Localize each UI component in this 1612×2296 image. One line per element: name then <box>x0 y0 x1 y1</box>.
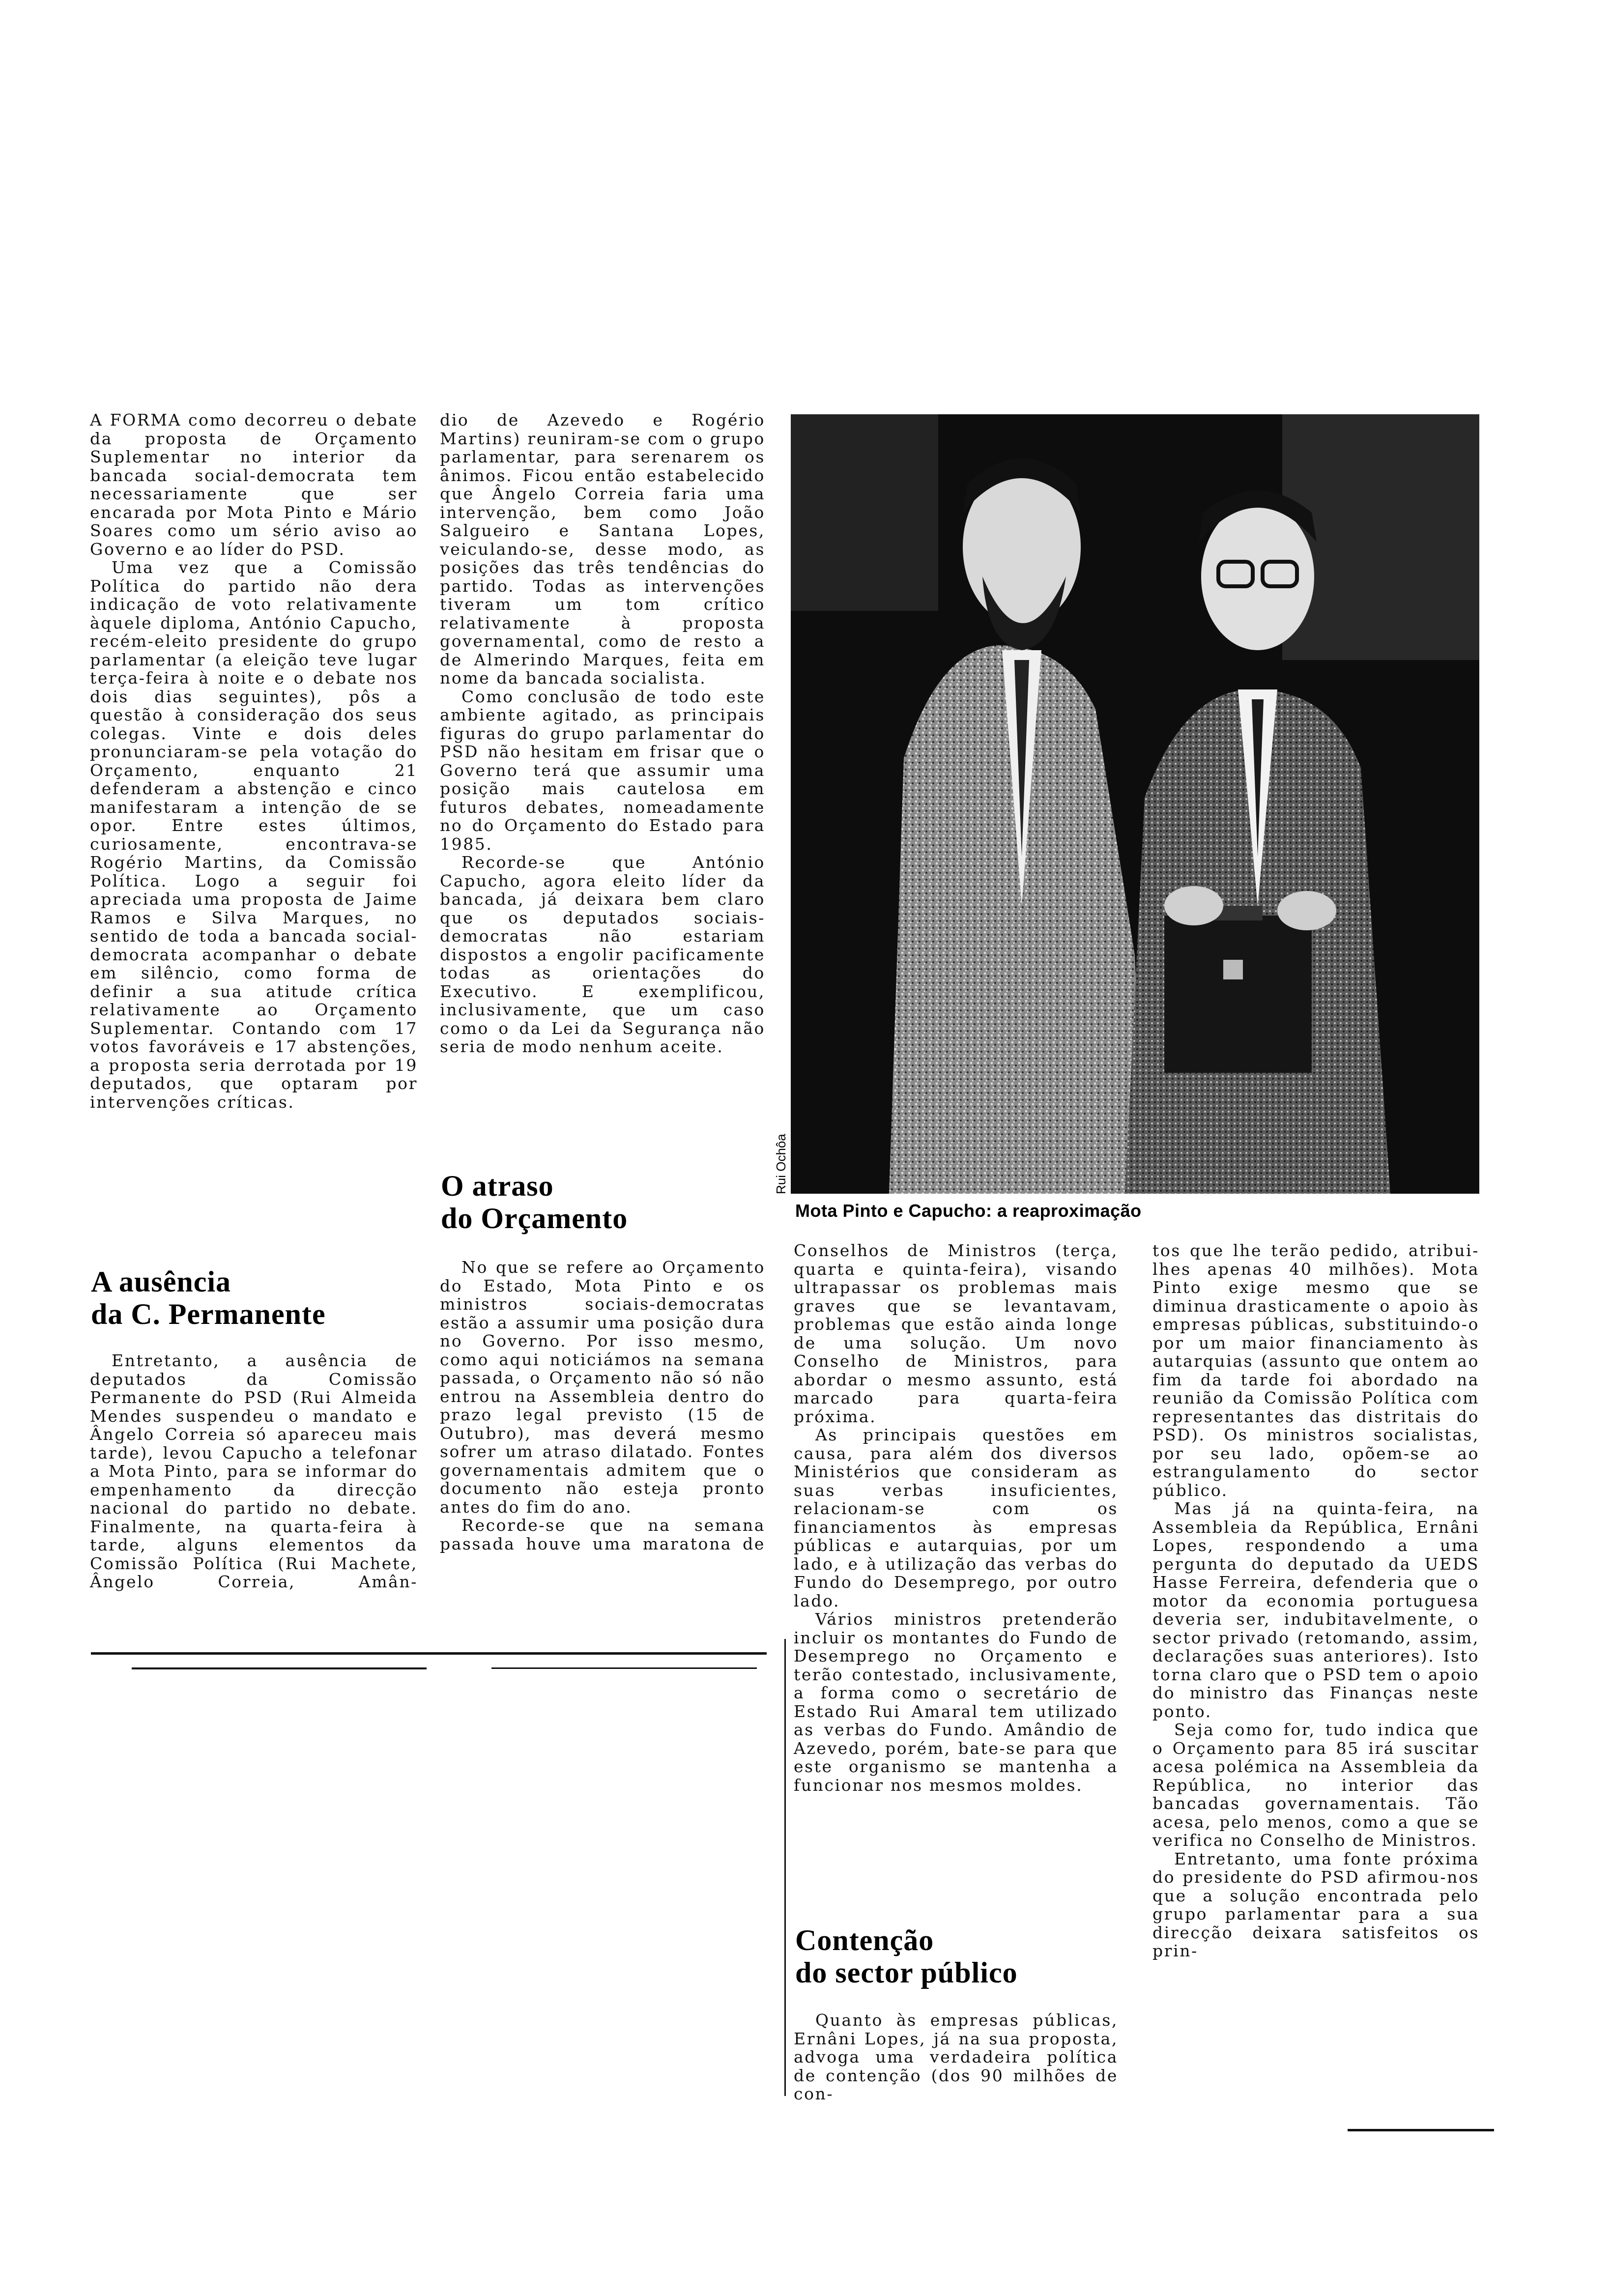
article-paragraph: Entretanto, a ausência de deputados da Comissão Permanente do PSD (Rui Almeida Mendes suspendeu o mandato e Ângelo Correia só apareceu mais tarde), levou Capucho a telefonar a Mota Pinto, para se informar do empenhamento da direcção nacional do partido no debate. Finalmente, na quarta-feira à tarde, alguns elementos da Comissão Política (Rui Machete, Ângelo Correia, Amân- <box>90 1351 418 1591</box>
article-paragraph: Uma vez que a Comissão Política do partido não dera indicação de voto relativamente àquele diploma, António Capucho, recém-eleito presidente do grupo parlamentar (a eleição teve lugar terça-feira à noite e o debate nos dois dias seguintes), pôs a questão à consideração dos seus colegas. Vinte e dois deles pronunciaram-se pela votação do Orçamento, enquanto 21 defenderam a abstenção e cinco manifestaram a intenção de se opor. Entre estes últimos, curiosamente, encontrava-se Rogério Martins, da Comissão Política. Logo a seguir foi apreciada uma proposta de Jaime Ramos e Silva Marques, no sentido de toda a bancada social-democrata acompanhar o debate em silêncio, como forma de definir a sua atitude crítica relativamente ao Orçamento Suplementar. Contando com 17 votos favoráveis e 17 abstenções, a proposta seria derrotada por 19 deputados, que optaram por intervenções críticas. <box>90 558 418 1112</box>
article-lead-paragraph: A FORMA como decorreu o debate da proposta de Orçamento Suplementar no interior da bancada social-democrata tem necessariamente que ser encarada por Mota Pinto e Mário Soares como um sério aviso ao Governo e ao líder do PSD. <box>90 410 418 559</box>
column-divider-rule <box>491 1667 757 1669</box>
column-end-rule <box>1348 2129 1494 2131</box>
news-photo <box>791 414 1479 1194</box>
column-3-text <box>794 1241 1118 1794</box>
article-paragraph: Recorde-se que António Capucho, agora eleito líder da bancada, já deixara bem claro que os deputados sociais-democratas não estariam dispostos a engolir pacificamente todas as orientações do Executivo. E exemplificou, inclusivamente, que um caso como o da Lei da Segurança não seria de modo nenhum aceite. <box>440 853 765 1056</box>
subheading-line: Contenção <box>795 1924 934 1956</box>
article-paragraph: Mas já na quinta-feira, na Assembleia da República, Ernâni Lopes, respondendo a uma pergunta do deputado da UEDS Hasse Ferreira, defenderia que o motor da economia portuguesa deveria ser, indubitavelmente, o sector privado (retomando, assim, declarações suas anteriores). Isto torna claro que o PSD tem o apoio do ministro das Finanças neste ponto. <box>1152 1499 1479 1721</box>
article-paragraph: No que se refere ao Orçamento do Estado, Mota Pinto e os ministros sociais-democratas estão a assumir uma posição dura no Governo. Por isso mesmo, como aqui noticiámos na semana passada, o Orçamento não só não entrou na Assembleia dentro do prazo legal previsto (15 de Outubro), mas deverá mesmo sofrer um atraso dilatado. Fontes governamentais admitem que o documento não esteja pronto antes do fim do ano. <box>440 1258 765 1517</box>
article-paragraph: tos que lhe terão pedido, atribui-lhes apenas 40 milhões). Mota Pinto exige mesmo que se diminua drasticamente o apoio às empresas públicas, substituindo-o por um maior financiamento às autarquias (assunto que ontem ao fim da tarde foi abordado na reunião da Comissão Política com representantes das distritais do PSD). Os ministros socialistas, por seu lado, opõem-se ao estrangulamento do sector público. <box>1152 1241 1479 1500</box>
column-1-text-2 <box>90 1351 418 1591</box>
subheading-line: A ausência <box>91 1265 231 1298</box>
column-divider-rule <box>132 1667 427 1669</box>
article-paragraph: Quanto às empresas públicas, Ernâni Lopes, já na sua proposta, advoga uma verdadeira política de contenção (dos 90 milhões de con- <box>794 2010 1118 2103</box>
article-paragraph: Como conclusão de todo este ambiente agitado, as principais figuras do grupo parlamentar do PSD não hesitam em frisar que o Governo terá que assumir uma posição mais cautelosa em futuros debates, nomeadamente no do Orçamento do Estado para 1985. <box>440 687 765 854</box>
photo-credit: Rui Ochôa <box>774 1134 788 1194</box>
article-paragraph: As principais questões em causa, para além dos diversos Ministérios que consideram as suas verbas insuficientes, relacionam-se com os financiamentos às empresas públicas e autarquias, por um lado, e à utilização das verbas do Fundo do Desemprego, por outro lado. <box>794 1425 1118 1610</box>
vertical-column-rule <box>784 1639 786 2096</box>
article-paragraph: Recorde-se que na semana passada houve uma maratona de <box>440 1516 765 1553</box>
article-paragraph: Conselhos de Ministros (terça, quarta e quinta-feira), visando ultrapassar os problemas mais graves que se levantavam, problemas que estão ainda longe de uma solução. Um novo Conselho de Ministros, para abordar o mesmo assunto, está marcado para quarta-feira próxima. <box>794 1241 1118 1426</box>
photo-two-men-image <box>791 414 1479 1194</box>
column-3-text-2 <box>794 2011 1118 2103</box>
subheading-contencao <box>795 1924 1018 1989</box>
column-divider-rule <box>91 1652 767 1655</box>
subheading-line: da C. Permanente <box>91 1298 326 1330</box>
column-4-text <box>1152 1241 1479 1960</box>
subheading-line: do sector público <box>795 1956 1018 1989</box>
article-paragraph: dio de Azevedo e Rogério Martins) reuniram-se com o grupo parlamentar, para serenarem os ânimos. Ficou então estabelecido que Ângelo Correia faria uma intervenção, bem como João Salgueiro e Santana Lopes, veiculando-se, desse modo, as posições das três tendências do partido. Todas as intervenções tiveram um tom crítico relativamente à proposta governamental, como de resto a de Almerindo Marques, feita em nome da bancada socialista. <box>440 410 765 688</box>
subheading-line: O atraso <box>441 1170 554 1202</box>
column-2-text <box>440 411 765 1056</box>
article-paragraph: Vários ministros pretenderão incluir os montantes do Fundo de Desemprego no Orçamento e terão contestado, inclusivamente, a forma como o secretário de Estado Rui Amaral tem utilizado as verbas do Fundo. Amândio de Azevedo, porém, bate-se para que este organismo se mantenha a funcionar nos mesmos moldes. <box>794 1609 1118 1795</box>
article-paragraph: Entretanto, uma fonte próxima do presidente do PSD afirmou-nos que a solução encontrada pelo grupo parlamentar para a sua direcção deixara satisfeitos os prin- <box>1152 1849 1479 1960</box>
subheading-line: do Orçamento <box>441 1202 628 1234</box>
column-2-text-2 <box>440 1258 765 1553</box>
photo-caption: Mota Pinto e Capucho: a reaproximação <box>795 1201 1142 1221</box>
subheading-ausencia <box>91 1265 326 1330</box>
article-paragraph: Seja como for, tudo indica que o Orçamento para 85 irá suscitar acesa polémica na Assembleia da República, no interior das bancadas governamentais. Tão acesa, pelo menos, como a que se verifica no Conselho de Ministros. <box>1152 1720 1479 1850</box>
column-1-text <box>90 411 418 1111</box>
subheading-atraso <box>441 1170 628 1234</box>
